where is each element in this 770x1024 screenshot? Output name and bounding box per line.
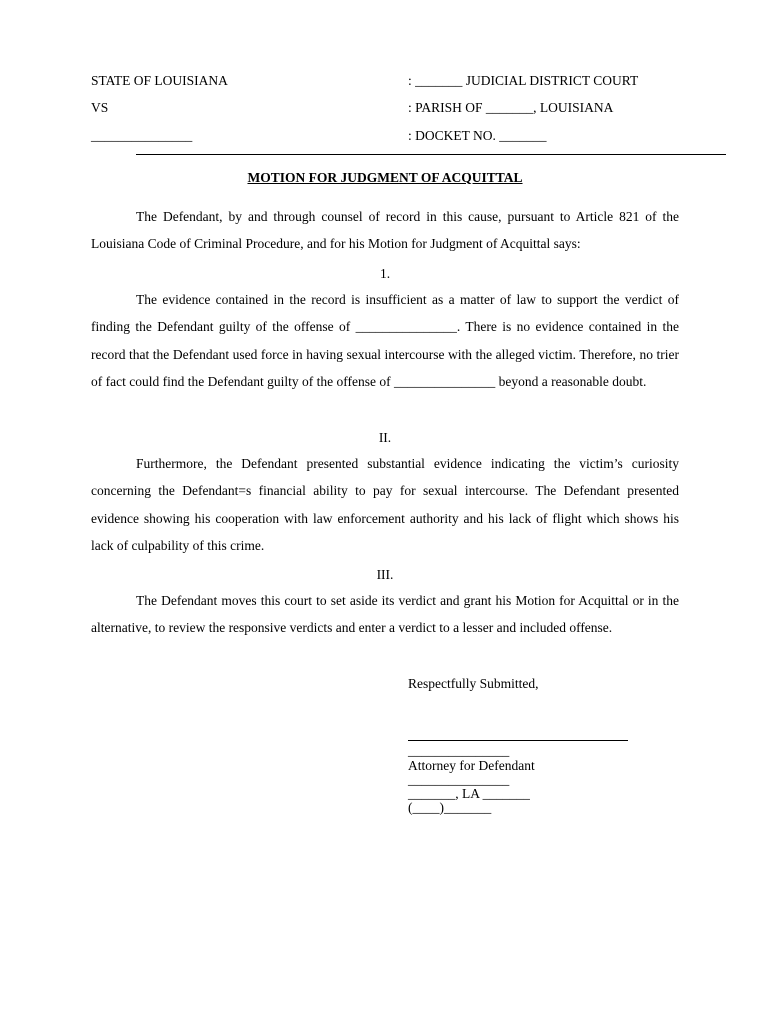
- caption-divider: [136, 154, 726, 155]
- caption-defendant-blank: _______________: [91, 128, 193, 143]
- attorney-phone: (____)_______: [408, 800, 492, 815]
- signature-blank-1: _______________: [408, 743, 510, 758]
- section-number-2: II.: [378, 430, 392, 445]
- caption-state: STATE OF LOUISIANA: [91, 73, 228, 88]
- signature-line: [408, 740, 628, 741]
- section-number-1: 1.: [379, 266, 391, 281]
- attorney-city: _______, LA _______: [408, 786, 530, 801]
- caption-parish: : PARISH OF _______, LOUISIANA: [408, 100, 614, 115]
- document-title: MOTION FOR JUDGMENT OF ACQUITTAL: [247, 170, 523, 185]
- caption-court: : _______ JUDICIAL DISTRICT COURT: [408, 73, 639, 88]
- section-number-3: III.: [376, 567, 394, 582]
- section-2-paragraph: Furthermore, the Defendant presented substantial evidence indicating the victim’s curiosity concerning the Defendant=s financial ability to pay for sexual intercourse. The Defendant presented evidence showing his cooperation with law enforcement authority and his lack of flight which shows his lack of culpability of this crime.: [91, 456, 679, 553]
- caption-docket: : DOCKET NO. _______: [408, 128, 547, 143]
- intro-paragraph: The Defendant, by and through counsel of record in this cause, pursuant to Article 821 of the Louisiana Code of Criminal Procedure, and for his Motion for Judgment of Acquittal says:: [91, 209, 679, 252]
- attorney-role: Attorney for Defendant: [408, 758, 535, 773]
- closing: Respectfully Submitted,: [408, 676, 539, 691]
- signature-blank-2: _______________: [408, 772, 510, 787]
- section-3-paragraph: The Defendant moves this court to set aside its verdict and grant his Motion for Acquittal or in the alternative, to review the responsive verdicts and enter a verdict to a lesser and included offense.: [91, 593, 679, 636]
- section-1-paragraph: The evidence contained in the record is insufficient as a matter of law to support the verdict of finding the Defendant guilty of the offense of _______________. There is no evidence contained in the record that the Defendant used force in having sexual intercourse with the alleged victim. Therefore, no trier of fact could find the Defendant guilty of the offense of _______________ beyond a reasonable doubt.: [91, 292, 679, 389]
- caption-vs: VS: [91, 100, 109, 115]
